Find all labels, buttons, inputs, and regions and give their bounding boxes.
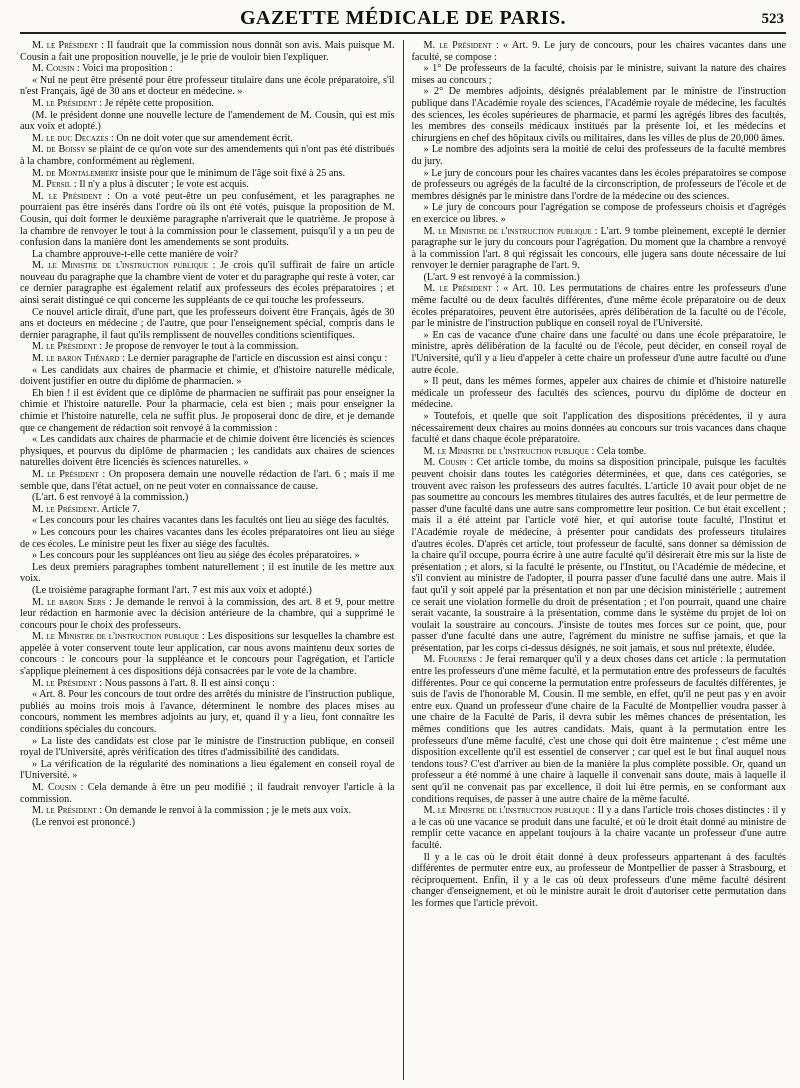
paragraph [411, 272, 786, 284]
paragraph-text: Il y a le cas où le droit était donné à deux professeurs appartenant à des facultés différentes de permuter entre eux, au professeur de Montpellier de passer à Strasbourg, et réciproquement. Enfin, il y a le cas où deux professeurs d'une même faculté désirent changer d'enseignement, et où le ministre aurait le droit d'autoriser cette permutation dans les formes que l'article prévoit. [411, 851, 786, 909]
paragraph-text: : On demande le renvoi à la commission ; je le mets aux voix. [96, 805, 352, 817]
paragraph-text: : Les dispositions sur lesquelles la chambre est appelée à voter conservent toute leur application, car nous avons maintenu deux sortes de concours : le concours pour la suppléance et le concours pour l'agrégation, et l'article s'applique pleinement à ces dispositions déjà consacrées par le vote de la chambre. [20, 631, 395, 678]
paragraph-text: » Les concours pour les suppléances ont lieu au siége des écoles préparatoires. » [32, 550, 360, 562]
paragraph-text: : Je ferai remarquer qu'il y a deux choses dans cet article : la permutation entre les professeurs d'une même faculté, et la permutation entre des professeurs de facultés différentes. Pour ce qui concerne la permutation entre professeurs de facultés différentes, je suis de l'avis de l'honorable M. Cousin. Il me semble, en effet, qu'il ne peut pas y en avoir entre eux. Quand un professeur d'une chaire de la Faculté de Montpellier voudra passer à une chaire de la Faculté de Paris, il devra subir les mêmes chances de présentation, les mêmes conditions que les autres candidats. Mais, quant à la permutation entre les professeurs d'une même faculté, c'est une chose qui doit être maintenue ; c'est même une disposition excellente qu'il est essentiel de conserver ; car quel est le but final auquel nous tendons tous? C'est d'arriver au bien de la manière la plus complète possible. Or, quand un professeur a été nommé à une chaire à laquelle il convenait sans doute, mais à laquelle il sent qu'il ne convenait pas par excellence, il doit lui être permis, en se conformant aux conditions requises, de passer à une autre chaire de la même faculté. [411, 654, 786, 805]
paragraph-text: » Les concours pour les chaires vacantes dans les écoles préparatoires ont lieu au siége de ces écoles. Le ministre peut les fixer au siége des facultés. [20, 526, 395, 550]
paragraph-text: » 2° De membres adjoints, désignés préalablement par le ministre de l'instruction publique dans l'Académie royale des sciences, l'Académie royale de médecine, les facultés des sciences, les écoles supérieures de pharmacie, et parmi les agrégés libres des facultés, les membres des conseils médicaux institués par la présente loi, et les médecins et chirurgiens en chef des hôpitaux civils ou militaires, dans les villes de plus de 20,000 âmes. [411, 86, 786, 144]
paragraph-text: » La liste des candidats est close par le ministre de l'instruction publique, en conseil royal de l'Université, après vérification des titres d'admissibilité des candidats. [20, 735, 395, 759]
paragraph-text: : L'art. 9 tombe pleinement, excepté le dernier paragraphe sur le jury du concours pour l'agrégation. Du moment que la chambre a renvoyé à la commission l'art. 8 qui régissait les concours, elle jugera sans doute nécessaire de lui renvoyer le dernier paragraphe de l'art. 9. [411, 225, 786, 272]
text-columns [20, 40, 786, 1080]
paragraph-text: : Cet article tombe, du moins sa disposition principale, puisque les facultés peuvent choisir dans toutes les catégories déterminées, et que, dans ces catégories, se trouvent avec raison les professeurs des autres facultés. L'article 10 avait pour objet de ne pas soumettre au concours les membres titulaires des autres facultés, et de leur permettre de passer d'une faculté dans une autre sans compromettre leur position. Ce but était excellent ; mais il a été atteint par l'article voté hier, et qui autorise toute faculté, l'Institut et l'Académie royale de médecine, à présenter pour candidats des professeurs titulaires d'autres écoles. D'après cet article, tout professeur de faculté, sans donner sa démission de la chaire qu'il occupe, pourra écrire à une autre faculté qu'il désirerait être mis sur la liste de présentation ; et alors, si la faculté le présente, ou l'Institut, ou l'Académie de médecine, et s'il convient au ministre de l'adopter, il pourra passer d'une faculté dans une autre. Mais il faut qu'il y soit appelé par la présentation et non par une décision ministérielle ; autrement ce serait une violation formelle du droit de présentation ; et l'on pourrait, quand une chaire serait vacante, la soustraire à la présentation, comme dans le système du projet de loi on voulait la soustraire au concours. J'insiste de toutes mes forces sur ce point, que, pour passer d'une faculté dans une autre, l'agrément du ministre ne suffise jamais, et que la présentation, par les corps ci-dessus désignés, ne soit jamais, et sous nul prétexte, éludée. [411, 457, 786, 654]
paragraph-text: » Le jury de concours pour les chaires vacantes dans les écoles préparatoires se compose de professeurs ou agrégés de la faculté de la circonscription, de professeurs de l'école et de membres désignés par le ministre dans l'ordre de la médecine ou des sciences. [411, 167, 786, 202]
speaker-name: M. le baron Sers [32, 596, 106, 608]
paragraph-text: : Voici ma proposition : [74, 63, 173, 75]
paragraph [411, 805, 786, 851]
paragraph-text: (M. le président donne une nouvelle lecture de l'amendement de M. Cousin, qui est mis aux voix et adopté.) [20, 109, 395, 133]
speaker-name: M. Persil [32, 179, 72, 191]
speaker-name: M. le duc Decazes [32, 132, 109, 144]
paragraph-text: : On proposera demain une nouvelle rédaction de l'art. 6 ; mais il me semble que, dans l'état actuel, on ne peut voter en connaissance de cause. [20, 468, 395, 492]
paragraph-text: » La vérification de la régularité des nominations a lieu également en conseil royal de l'Université. » [20, 758, 395, 782]
paragraph [20, 492, 395, 504]
paragraph [20, 515, 395, 527]
speaker-name: M. le Président [423, 283, 492, 295]
paragraph-text: « Les candidats aux chaires de pharmacie et chimie, et d'histoire naturelle médicale, doivent justifier en outre du diplôme de pharmacien. » [20, 364, 395, 388]
speaker-name: M. le Ministre de l'instruction publique [423, 445, 589, 457]
paragraph-text: : Je demande le renvoi à la commission, des art. 8 et 9, pour mettre leur rédaction en harmonie avec la décision antérieure de la chambre, qui a supprimé le concours pour le choix des professeurs. [20, 596, 395, 631]
paragraph-text: : Il y a dans l'article trois choses distinctes : il y a le cas où une vacance se produit dans une faculté, et où le droit était donné au ministre de remplir cette vacance en appelant toujours à la chaire vacante un professeur d'une autre faculté. [411, 805, 786, 851]
speaker-name: M. le Président [32, 190, 102, 202]
paragraph-text: : On a voté peut-être un peu confusément, et les paragraphes ne pourraient pas être insérés dans l'ordre où ils ont été votés, puisque la proposition de M. Cousin, qui doit former le deuxième paragraphe n'arriverait que le quatrième. Je propose à la chambre de renvoyer le tout à la commission pour le classement, puisqu'il y a un peu de confusion dans la manière dont les amendements se sont produits. [20, 190, 395, 249]
page-number: 523 [761, 11, 784, 27]
right-column [403, 40, 786, 1080]
paragraph-text: se plaint de ce qu'on vote sur des amendements qui n'ont pas été distribués à la chambre, conformément au règlement. [20, 144, 395, 167]
paragraph [411, 446, 786, 458]
speaker-name: M. le Président [32, 677, 97, 689]
paragraph [411, 283, 786, 329]
paragraph [20, 631, 395, 677]
paragraph-text: (L'art. 9 est renvoyé à la commission.) [423, 271, 580, 283]
paragraph-text: : Je propose de renvoyer le tout à la commission. [96, 341, 299, 353]
paragraph-text: » Le nombre des adjoints sera la moitié de celui des professeurs de la faculté membres du jury. [411, 144, 786, 167]
paragraph [20, 805, 395, 817]
paragraph [20, 504, 395, 516]
paragraph-text: » 1° De professeurs de la faculté, choisis par le ministre, suivant la nature des chaires mises au concours ; [411, 63, 786, 86]
paragraph-text: « Nul ne peut être présenté pour être professeur titulaire dans une école préparatoire, s'il n'est Français, âgé de 30 ans et docteur en médecine. » [20, 74, 395, 98]
paragraph-text: : Cela demande à être un peu modifié ; il faudrait renvoyer l'article à la commission. [20, 782, 395, 805]
paragraph [20, 689, 395, 735]
paragraph-text: La chambre approuve-t-elle cette manière de voir? [32, 248, 238, 260]
paragraph [20, 562, 395, 585]
paragraph [20, 353, 395, 365]
paragraph-text: : Cela tombe. [588, 445, 647, 457]
speaker-name: M. le Président [32, 503, 97, 515]
speaker-name: M. Cousin [32, 63, 75, 75]
paragraph-text: « Les concours pour les chaires vacantes dans les facultés ont lieu au siége des facultés. [32, 515, 390, 527]
masthead-title: GAZETTE MÉDICALE DE PARIS. [239, 7, 567, 29]
speaker-name: M. le Ministre de l'instruction publique [32, 631, 200, 643]
paragraph-text: : On ne doit voter que sur amendement écrit. [108, 132, 293, 144]
paragraph [20, 307, 395, 342]
paragraph [20, 191, 395, 249]
paragraph-text: Eh bien ! il est évident que ce diplôme de pharmacien ne suffirait pas pour enseigner la chimie et l'histoire naturelle. Pour la pharmacie, cela est bien ; mais pour enseigner la chimie et l'histoire naturelle, cela ne suffit plus. Je proposerai donc de dire, et je demande que ce changement de rédaction soit renvoyé à la commission : [20, 387, 395, 434]
paragraph [20, 75, 395, 98]
speaker-name: M. le Président [32, 97, 97, 109]
speaker-name: M. le Président [32, 341, 97, 353]
speaker-name: M. le Ministre de l'instruction publique [423, 805, 590, 817]
paragraph-text: : Il n'y a plus à discuter ; le vote est acquis. [71, 179, 249, 191]
speaker-name: M. le Président [423, 40, 492, 51]
paragraph [20, 168, 395, 180]
paragraph-text: » Le jury de concours pour l'agrégation se compose de professeurs choisis et d'agrégés en exercice ou libres. » [411, 202, 786, 225]
speaker-name: M. Cousin [32, 782, 77, 793]
paragraph [411, 86, 786, 144]
paragraph [20, 341, 395, 353]
paragraph-text: : Il faudrait que la commission nous donnât son avis. Mais puisque M. Cousin a fait une proposition nouvelle, je le prie de vouloir bien l'expliquer. [20, 40, 395, 63]
paragraph [20, 817, 395, 829]
speaker-name: M. Cousin [423, 457, 467, 469]
speaker-name: M. de Boissy [32, 144, 86, 156]
speaker-name: M. de Montalembert [32, 167, 119, 179]
paragraph-text: (Le troisième paragraphe formant l'art. 7 est mis aux voix et adopté.) [32, 584, 312, 596]
paragraph [411, 376, 786, 411]
paragraph [20, 678, 395, 690]
paragraph [20, 527, 395, 550]
speaker-name: M. le Président [32, 40, 98, 51]
speaker-name: M. le Président [32, 805, 97, 817]
paragraph-text: : Je répète cette proposition. [96, 97, 214, 109]
paragraph-text: : « Art. 10. Les permutations de chaires entre les professeurs d'une même faculté ou de deux facultés différentes, d'une même école préparatoire ou de deux écoles préparatoires, peuvent être autorisées, après délibération de la faculté ou de l'école, par le ministre de l'instruction publique en conseil royal de l'Université. [411, 283, 786, 330]
paragraph [20, 365, 395, 388]
paragraph-text: Ce nouvel article dirait, d'une part, que les professeurs doivent être Français, âgés de 30 ans et docteurs en médecine ; de l'autre, que pour l'enseignement spécial, compris dans le dernier paragraphe, il faut qu'ils remplissent de nouvelles conditions scientifiques. [20, 306, 395, 341]
paragraph [20, 63, 395, 75]
page-header [20, 8, 786, 34]
paragraph [20, 585, 395, 597]
paragraph [20, 388, 395, 434]
paragraph [20, 144, 395, 167]
paragraph-text: (Le renvoi est prononcé.) [32, 816, 135, 828]
paragraph-text: « Les candidats aux chaires de pharmacie et de chimie doivent être licenciés ès sciences physiques, et pourvus du diplôme de pharmacien ; les candidats aux chaires de sciences naturelles doivent être licenciés ès sciences naturelles. » [20, 434, 395, 469]
paragraph-text: insiste pour que le minimum de l'âge soit fixé à 25 ans. [118, 167, 345, 179]
paragraph [20, 133, 395, 145]
paragraph [20, 98, 395, 110]
speaker-name: M. Flourens [423, 654, 477, 666]
paragraph [411, 852, 786, 910]
speaker-name: M. le Ministre de l'instruction publique [32, 260, 208, 272]
paragraph-text: » En cas de vacance d'une chaire dans une faculté ou dans une école préparatoire, le ministre, après délibération de la faculté ou de l'école, peut décider, en conseil royal de l'Université, qu'il y a lieu d'appeler à cette chaire un professeur d'une autre faculté ou d'une autre école. [411, 329, 786, 376]
paragraph-text: » Il peut, dans les mêmes formes, appeler aux chaires de chimie et d'histoire naturelle médicale un professeur des facultés des sciences, pourvu du diplôme de docteur en médecine. [411, 376, 786, 411]
paragraph-text: (L'art. 6 est renvoyé à la commission.) [32, 492, 189, 504]
paragraph [411, 40, 786, 63]
speaker-name: M. le baron Thénard [32, 353, 120, 365]
paragraph [20, 550, 395, 562]
speaker-name: M. le Président [32, 468, 99, 480]
paragraph [20, 469, 395, 492]
paragraph [411, 144, 786, 167]
paragraph [411, 654, 786, 805]
paragraph [411, 457, 786, 654]
paragraph [20, 179, 395, 191]
paragraph [411, 330, 786, 376]
paragraph [20, 597, 395, 632]
paragraph-text: : « Art. 9. Le jury de concours, pour les chaires vacantes dans une faculté, se compose : [411, 40, 786, 63]
paragraph [20, 40, 395, 63]
paragraph [411, 202, 786, 225]
paragraph [20, 249, 395, 261]
paragraph [411, 168, 786, 203]
paragraph-text: » Toutefois, et quelle que soit l'application des dispositions précédentes, il y aura nécessairement deux chaires au moins données au concours sur trois vacances dans chaque faculté et dans chaque école préparatoire. [411, 411, 786, 446]
paragraph-text: Les deux premiers paragraphes tombent naturellement ; il est inutile de les mettre aux voix. [20, 561, 395, 585]
paragraph-text: « Art. 8. Pour les concours de tout ordre des arrêtés du ministre de l'instruction publique, publiés au moins trois mois à l'avance, déterminent le nombre des places mises au concours, nomment les membres adjoints au jury, et, quand il y a lieu, font connaître les conditions spéciales du concours. [20, 689, 395, 736]
paragraph [20, 110, 395, 133]
paragraph [20, 736, 395, 759]
paragraph-text: : Le dernier paragraphe de l'article en discussion est ainsi conçu : [119, 353, 388, 365]
paragraph [411, 226, 786, 272]
paragraph [20, 260, 395, 306]
paragraph [411, 63, 786, 86]
paragraph-text: : Je crois qu'il suffirait de faire un article nouveau du paragraphe que la chambre vient de voter et du paragraphe qui reste à voter, car ce dernier paragraphe est également relatif aux professeurs des écoles préparatoires ; et ainsi serait distingué ce qui concerne les suppléants de ce qui touche les professeurs. [20, 260, 395, 307]
paragraph-text: . Article 7. [96, 503, 140, 515]
left-column [20, 40, 403, 1080]
speaker-name: M. le Ministre de l'instruction publique [423, 225, 592, 237]
paragraph [20, 434, 395, 469]
paragraph [411, 411, 786, 446]
paragraph-text: : Nous passons à l'art. 8. Il est ainsi conçu : [96, 677, 275, 689]
paragraph [20, 782, 395, 805]
paragraph [20, 759, 395, 782]
